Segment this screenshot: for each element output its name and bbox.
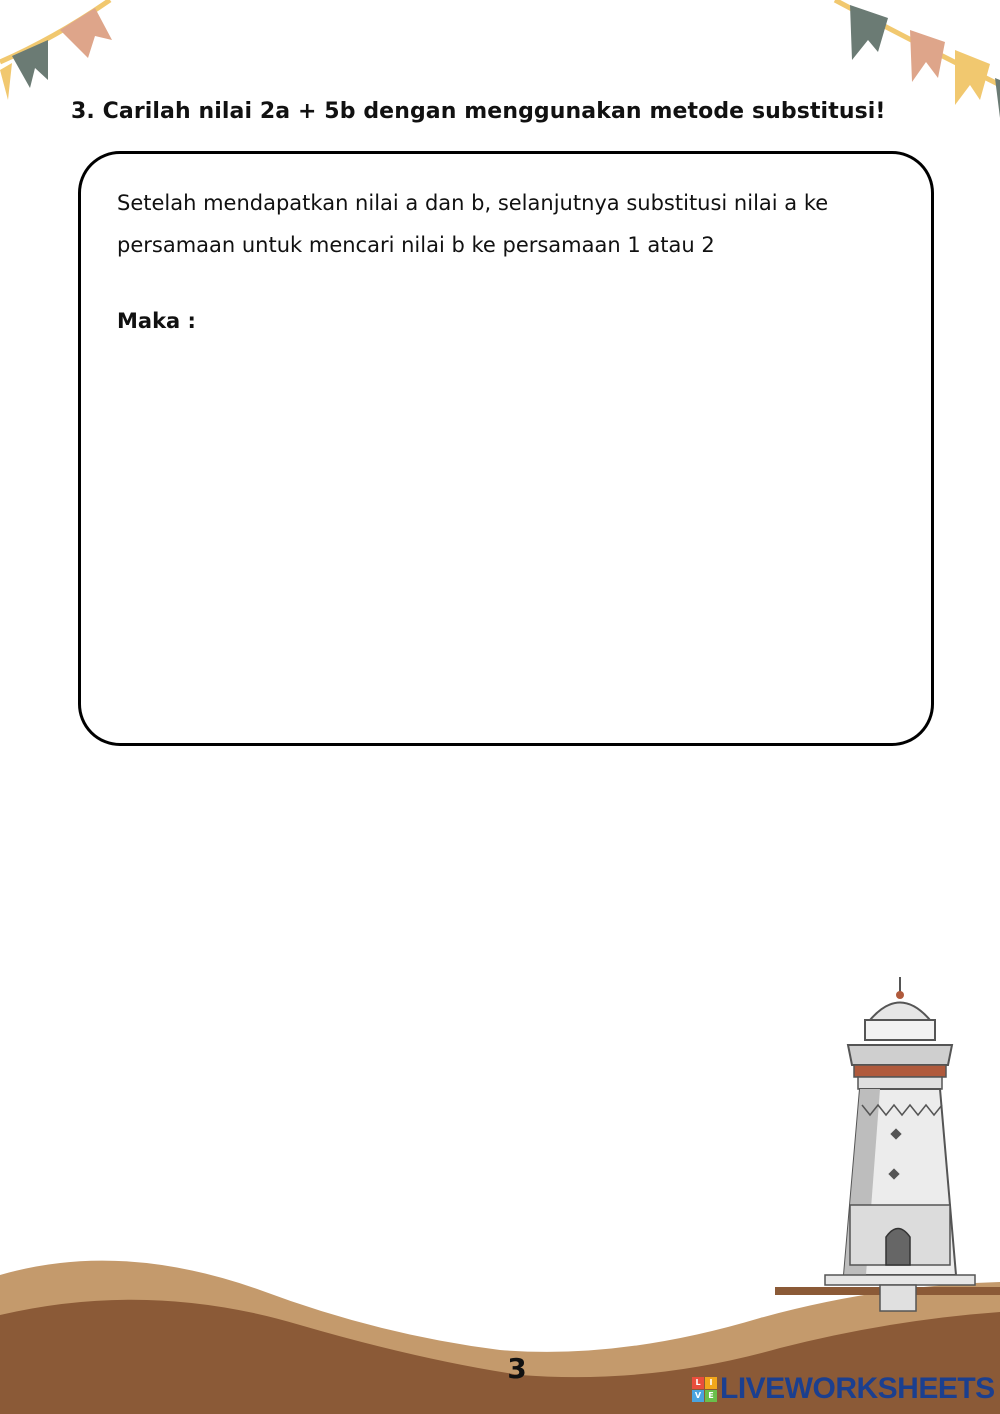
brand-badge-letter: I bbox=[705, 1377, 717, 1389]
brand-badge-letter: E bbox=[705, 1390, 717, 1402]
answer-box bbox=[78, 151, 934, 746]
maka-label: Maka : bbox=[117, 309, 196, 333]
brand-badge-letter: V bbox=[692, 1390, 704, 1402]
brand-text: LIVEWORKSHEETS bbox=[720, 1372, 995, 1405]
bunting-left-decoration bbox=[0, 0, 130, 110]
liveworksheets-brand bbox=[692, 1372, 995, 1406]
tower-illustration bbox=[770, 975, 1000, 1315]
question-heading: 3. Carilah nilai 2a + 5b dengan menggunakan metode substitusi! bbox=[71, 99, 886, 124]
brand-badge-letter: L bbox=[692, 1377, 704, 1389]
instruction-text: Setelah mendapatkan nilai a dan b, selanjutnya substitusi nilai a ke persamaan untuk mencari nilai b ke persamaan 1 atau 2 bbox=[117, 191, 829, 257]
brand-badge-icon bbox=[692, 1377, 717, 1402]
page-number: 3 bbox=[507, 1352, 527, 1385]
